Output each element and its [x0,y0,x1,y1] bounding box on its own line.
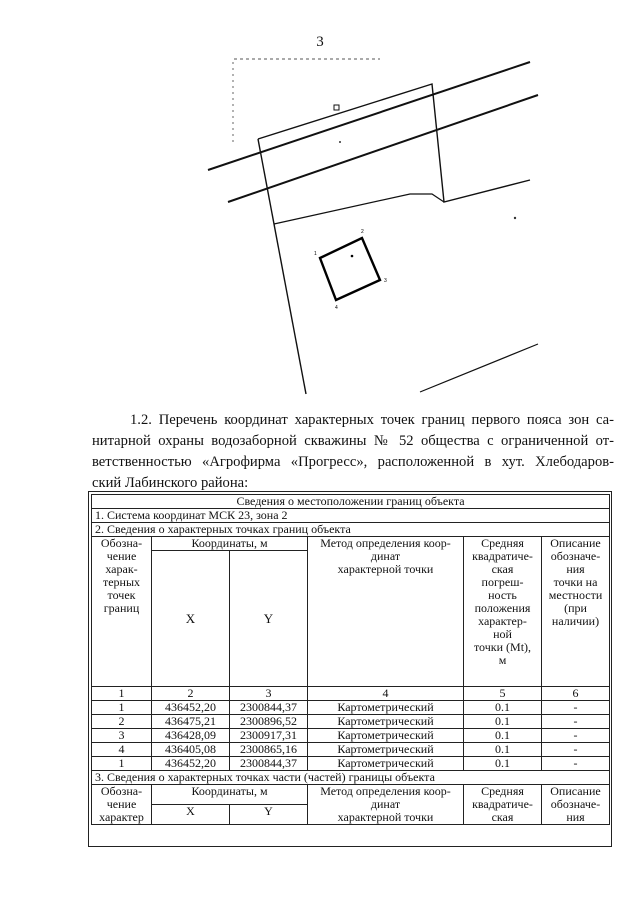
page-number: 3 [316,34,324,50]
cell-error: 0.1 [464,729,542,743]
cell-x: 436405,08 [152,743,230,757]
map-point-label: 1 [314,251,317,257]
cell-x: 436452,20 [152,757,230,771]
table-row [92,757,610,771]
cell-method: Картометрический [308,715,464,729]
table-row [92,743,610,757]
cell-y: 2300865,16 [230,743,308,757]
cell-y: 2300917,31 [230,729,308,743]
cell-description: - [542,757,610,771]
header-description: Описание обозначе- ния точки на местности (при наличии) [542,537,610,687]
cell-error: 0.1 [464,701,542,715]
column-number: 1 [92,687,152,701]
cell-x: 436452,20 [152,701,230,715]
column-number: 5 [464,687,542,701]
cell-error: 0.1 [464,715,542,729]
map-point-label: 2 [361,229,364,235]
cell-description: - [542,715,610,729]
header-designation: Обозна- чение харак- терных точек границ [92,537,152,687]
header-error: Средняя квадратиче- ская погреш- ность положения характер- ной точки (Mt), м [464,537,542,687]
table-section-2: 2. Сведения о характерных точках границ объекта [92,523,610,537]
header-method: Метод определения коор- динат характерной точки [308,537,464,687]
cell-error: 0.1 [464,743,542,757]
zone-boundary-square [320,238,380,300]
table-section-3: 3. Сведения о характерных точках части (частей) границы объекта [92,771,610,785]
cell-description: - [542,729,610,743]
cell-y: 2300844,37 [230,701,308,715]
header2-error: Средняя квадратиче- ская [464,785,542,825]
header2-method: Метод определения коор- динат характерной точки [308,785,464,825]
map-parcel-boundary [420,344,538,392]
column-number: 2 [152,687,230,701]
cell-method: Картометрический [308,743,464,757]
cell-description: - [542,701,610,715]
paragraph-line: ветственностью «Агрофирма «Прогресс», расположенной в хут. Хлебодаров- [92,454,614,470]
map-parcel-boundary [258,84,530,202]
cadastral-map [200,52,540,400]
cell-point: 2 [92,715,152,729]
header-y: Y [230,551,308,687]
cell-method: Картометрический [308,729,464,743]
coordinates-table [91,494,610,825]
header2-description: Описание обозначе- ния [542,785,610,825]
header2-coordinates: Координаты, м [152,785,308,805]
header2-y: Y [230,805,308,825]
column-number: 4 [308,687,464,701]
column-number: 3 [230,687,308,701]
cell-point: 1 [92,757,152,771]
header-x: X [152,551,230,687]
cell-y: 2300896,52 [230,715,308,729]
coordinates-intro-paragraph [92,410,614,494]
cell-method: Картометрический [308,701,464,715]
paragraph-line: нитарной охраны водозаборной скважины № 52 общества с ограниченной от- [92,433,614,449]
cell-error: 0.1 [464,757,542,771]
column-number: 6 [542,687,610,701]
cell-method: Картометрический [308,757,464,771]
map-parcel-boundary [274,194,444,224]
header2-x: X [152,805,230,825]
map-small-object [334,105,339,110]
table-title: Сведения о местоположении границ объекта [92,495,610,509]
paragraph-line: 1.2. Перечень координат характерных точек границ первого пояса зон са- [130,412,614,428]
header-coordinates: Координаты, м [152,537,308,551]
map-point-label: 3 [384,278,387,284]
map-point-label: 4 [335,305,338,311]
table-row [92,715,610,729]
cell-description: - [542,743,610,757]
paragraph-line: ский Лабинского района: [92,475,249,491]
cell-x: 436475,21 [152,715,230,729]
cell-y: 2300844,37 [230,757,308,771]
header2-designation: Обозна- чение характер [92,785,152,825]
cell-x: 436428,09 [152,729,230,743]
table-row [92,701,610,715]
cell-point: 3 [92,729,152,743]
cell-point: 1 [92,701,152,715]
cell-point: 4 [92,743,152,757]
table-section-1: 1. Система координат МСК 23, зона 2 [92,509,610,523]
table-row [92,729,610,743]
